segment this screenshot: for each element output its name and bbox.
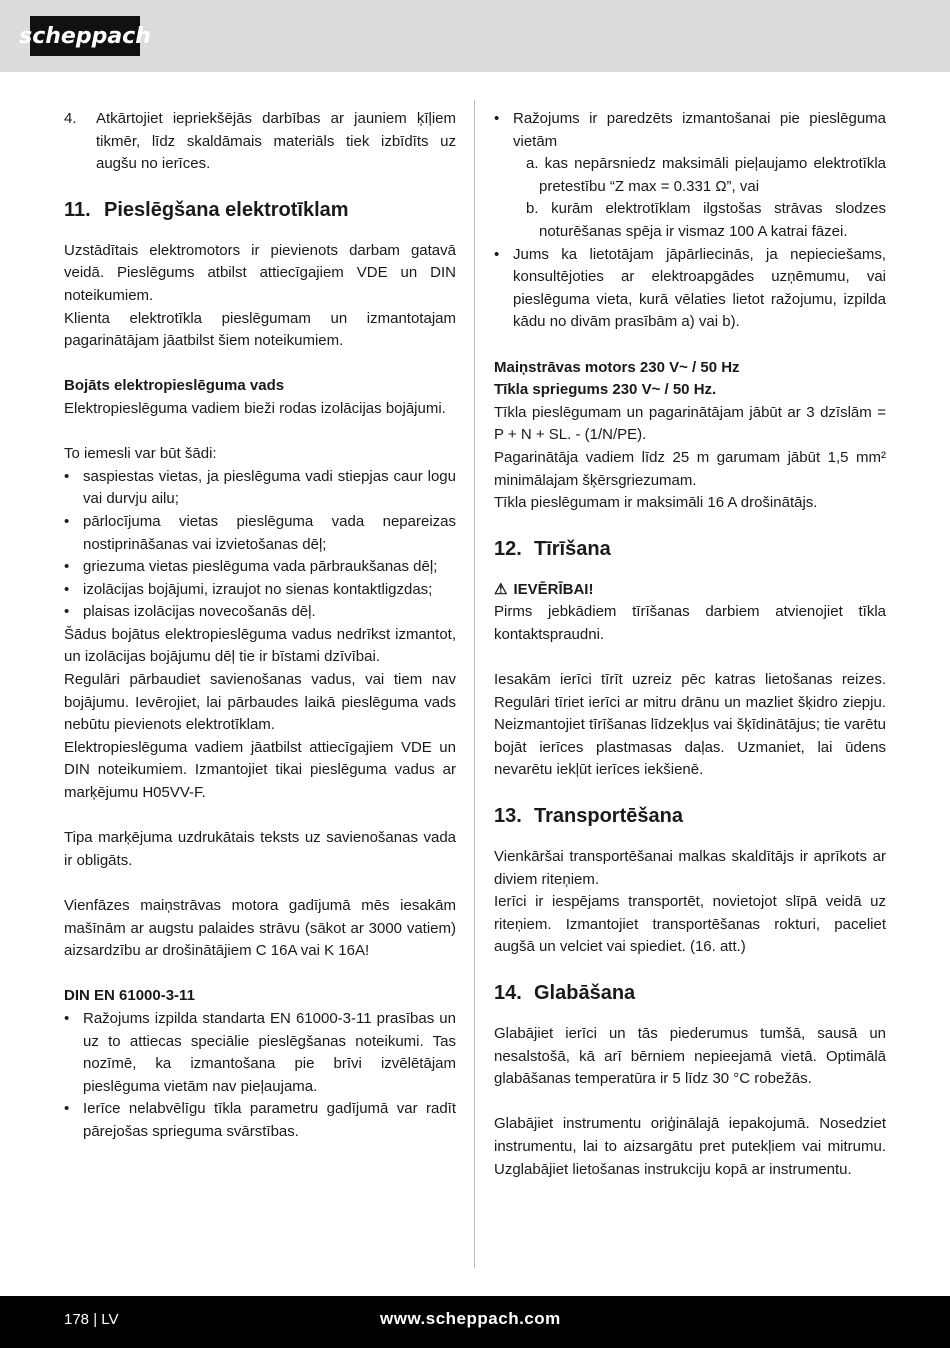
paragraph: To iemesli var būt šādi: <box>64 445 217 463</box>
list-item: • saspiestas vietas, ja pieslēguma vadi stiepjas caur logu vai durvju ailu; <box>64 467 456 508</box>
din-list <box>64 1008 456 1144</box>
section-number: 14. <box>494 982 522 1004</box>
list-item: • griezuma vietas pieslēguma vada pārbraukšanas dēļ; <box>64 558 438 576</box>
paragraph: Glabājiet ierīci un tās piederumus tumšā, sausā un nesalstošā, kā arī bērniem nepieejamā vietā. Optimālā glabāšanas temperatūra ir 5 līdz 30 °C robežās. <box>494 1025 886 1088</box>
reasons-list <box>64 466 456 624</box>
list-item: • Ierīce nelabvēlīgu tīkla parametru gadījumā var radīt pārejošas sprieguma svārstības. <box>64 1100 456 1140</box>
list-item: • Ražojums izpilda standarta EN 61000-3-11 prasības un uz to attiecas speciālie pieslēgšanas noteikumi. Tas nozīmē, ka izmantošana pie brīvi izvēlētājam pieslēguma vietām nav pieļaujama. <box>64 1009 456 1095</box>
paragraph: Vienfāzes maiņstrāvas motora gadījumā mēs iesakām mašīnām ar augstu palaides strāvu (sākot ar 3000 vatiem) aizsardzību ar drošinātājiem C 16A vai K 16A! <box>64 897 456 960</box>
section-number: 13. <box>494 805 522 828</box>
section-number: 11. <box>64 198 91 221</box>
sub-item-b: b. kurām elektrotīklam ilgstošas strāvas slodzes noturēšanas spēja ir vismaz 100 A katrai fāzei. <box>526 200 886 240</box>
paragraph: Šādus bojātus elektropieslēguma vadus nedrīkst izmantot, un izolācijas bojājumu dēļ tie ir bīstami dzīvībai. <box>64 625 456 666</box>
motor-heading-1: Maiņstrāvas motors 230 V~ / 50 Hz <box>494 358 740 376</box>
paragraph: Pagarinātāja vadiem līdz 25 m garumam jābūt 1,5 mm² minimālajam šķērsgriezumam. <box>494 448 886 489</box>
section-number: 12. <box>494 537 522 560</box>
left-column <box>64 108 456 1144</box>
paragraph: Ierīci ir iespējams transportēt, novietojot slīpā veidā uz riteņiem. Izmantojiet transportēšanas rokturi, paceliet augšā un velciet vai spiediet. (16. att.) <box>494 893 886 956</box>
column-divider <box>474 100 475 1268</box>
paragraph: Uzstādītais elektromotors ir pievienots darbam gatavā veidā. Pieslēgums atbilst attiecīgajiem VDE un DIN noteikumiem. <box>64 241 456 304</box>
page-footer <box>0 1296 950 1348</box>
section-11-heading <box>64 197 456 223</box>
page-number: 178 | LV <box>64 1311 119 1328</box>
step-number: 4. <box>64 110 77 127</box>
warning-label <box>494 579 886 602</box>
section-14-heading <box>494 980 886 1006</box>
step-4 <box>64 108 456 176</box>
right-column <box>494 108 886 1181</box>
paragraph: Pirms jebkādiem tīrīšanas darbiem atvienojiet tīkla kontaktspraudni. <box>494 603 886 643</box>
subheading-din: DIN EN 61000-3-11 <box>64 987 195 1005</box>
paragraph: Tipa marķējuma uzdrukātais teksts uz savienošanas vada ir obligāts. <box>64 829 456 869</box>
section-title: Tīrīšana <box>534 537 611 560</box>
page-header <box>0 0 950 72</box>
section-title: Glabāšana <box>534 982 636 1004</box>
warning-text: IEVĒRĪBAI! <box>513 580 594 598</box>
list-item: • plaisas izolācijas novecošanās dēļ. <box>64 603 316 621</box>
section-title: Transportēšana <box>534 805 683 828</box>
motor-heading-2: Tīkla spriegums 230 V~ / 50 Hz. <box>494 381 717 399</box>
paragraph: Klienta elektrotīkla pieslēgumam un izmantotajam pagarinātājam jāatbilst šiem noteikumiem. <box>64 309 456 350</box>
paragraph: Glabājiet instrumentu oriģinālajā iepakojumā. Nosedziet instrumentu, lai to aizsargātu pret putekļiem vai mitrumu. Uzglabājiet lietošanas instrukciju kopā ar instrumentu. <box>494 1115 886 1178</box>
section-12-heading <box>494 536 886 562</box>
step-text: Atkārtojiet iepriekšējās darbības ar jauniem ķīļiem tikmēr, līdz skaldāmais materiāls tiek izbīdīts uz augšu no ierīces. <box>96 110 456 173</box>
section-13-heading <box>494 803 886 829</box>
website-link[interactable]: www.scheppach.com <box>380 1309 561 1328</box>
paragraph: Elektropieslēguma vadiem bieži rodas izolācijas bojājumi. <box>64 399 446 417</box>
list-item: • pārlocījuma vietas pieslēguma vada nepareizas nostiprināšanas vai izvietošanas dēļ; <box>64 512 456 553</box>
paragraph: Regulāri pārbaudiet savienošanas vadus, vai tiem nav bojājumu. Ievērojiet, lai pārbaudes laikā pieslēguma vads nebūtu pievienots elektrotīklam. <box>64 671 456 734</box>
list-item: • Jums ka lietotājam jāpārliecinās, ja nepieciešams, konsultējoties ar elektroapgādes uzņēmumu, vai pieslēguma vieta, kurā vēlaties lietot ražojumu, izpilda kādu no divām prasībām a) vai b). <box>494 245 886 331</box>
subheading-cable: Bojāts elektropieslēguma vads <box>64 377 285 395</box>
scheppach-logo: scheppach <box>30 16 140 56</box>
list-item: • Ražojums ir paredzēts izmantošanai pie pieslēguma vietām a. kas nepārsniedz maksimāli pieļaujamo elektrotīkla pretestību “Z max = 0.331 Ω”, vai b. kurām elektrotīklam ilgstošas strāvas slodzes noturēšanas spēja ir vismaz 100 A katrai fāzei. <box>494 108 886 244</box>
list-item: • izolācijas bojājumi, izraujot no sienas kontaktligzdas; <box>64 580 433 598</box>
requirements-list <box>494 108 886 334</box>
paragraph: Vienkāršai transportēšanai malkas skaldītājs ir aprīkots ar diviem riteņiem. <box>494 848 886 888</box>
paragraph: Tīkla pieslēgumam ir maksimāli 16 A drošinātājs. <box>494 494 818 512</box>
paragraph: Iesakām ierīci tīrīt uzreiz pēc katras lietošanas reizes. Regulāri tīriet ierīci ar mitru drānu un mazliet šķidro ziepju. Neizmantojiet tīrīšanas līdzekļus vai šķīdinātājus; tie varētu bojāt ierīces plastmasas daļas. Uzmaniet, lai ūdens nevarētu iekļūt ierīces iekšienē. <box>494 671 886 779</box>
paragraph: Tīkla pieslēgumam un pagarinātājam jābūt ar 3 dzīslām = P + N + SL. - (1/N/PE). <box>494 403 886 444</box>
warning-triangle-icon: ⚠ <box>494 580 508 598</box>
section-title: Pieslēgšana elektrotīklam <box>104 198 349 221</box>
paragraph: Elektropieslēguma vadiem jāatbilst attiecīgajiem VDE un DIN noteikumiem. Izmantojiet tikai pieslēguma vadus ar marķējumu H05VV-F. <box>64 738 456 802</box>
sub-item-a: a. kas nepārsniedz maksimāli pieļaujamo elektrotīkla pretestību “Z max = 0.331 Ω”, vai <box>526 155 886 195</box>
